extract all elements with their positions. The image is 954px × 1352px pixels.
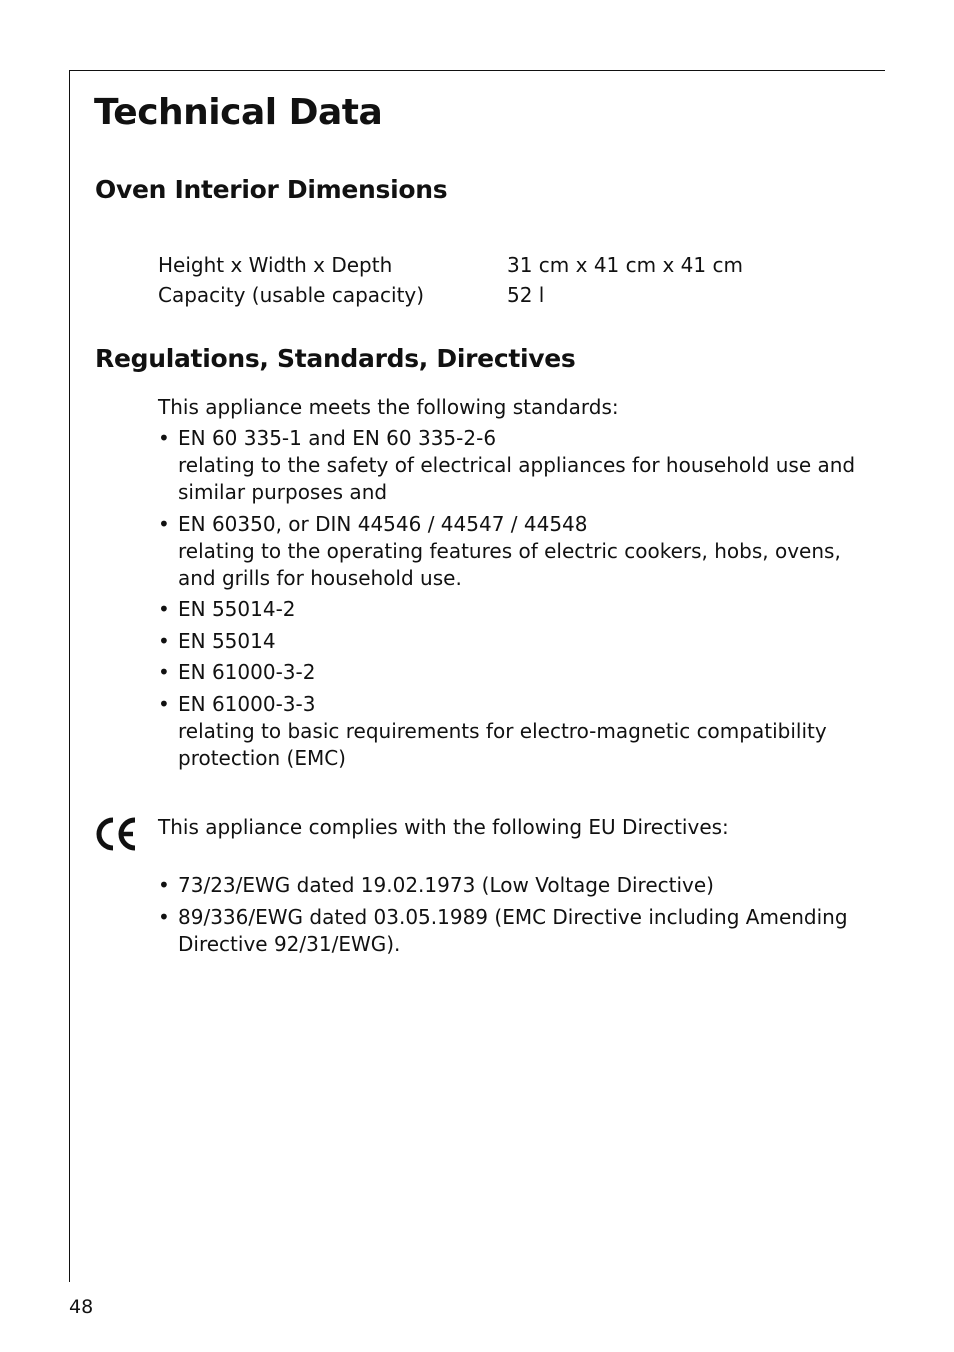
bullet-icon: • [158, 873, 170, 897]
bullet-icon: • [158, 629, 170, 653]
standard-list-item [158, 596, 858, 623]
capacity-label: Capacity (usable capacity) [158, 283, 425, 307]
capacity-value: 52 l [507, 283, 545, 307]
dimension-value: 31 cm x 41 cm x 41 cm [507, 253, 743, 277]
standard-list-item [158, 425, 858, 506]
directive-text: 73/23/EWG dated 19.02.1973 (Low Voltage Directive) [178, 873, 714, 897]
left-margin-rule [69, 70, 70, 1282]
page-title: Technical Data [94, 92, 383, 133]
ce-mark-icon [93, 814, 137, 854]
bullet-icon: • [158, 597, 170, 621]
directive-list-item [158, 904, 858, 958]
bullet-icon: • [158, 692, 170, 716]
directive-text: Directive 92/31/EWG). [178, 932, 401, 956]
directive-list-item [158, 872, 858, 899]
standard-code: EN 61000-3-2 [178, 660, 316, 684]
regulations-heading: Regulations, Standards, Directives [95, 344, 576, 373]
standard-code: EN 55014-2 [178, 597, 296, 621]
page-number: 48 [69, 1296, 94, 1318]
bullet-icon: • [158, 905, 170, 929]
standard-list-item [158, 659, 858, 686]
dimension-label: Height x Width x Depth [158, 253, 393, 277]
top-rule [69, 70, 885, 71]
standard-description: and grills for household use. [178, 566, 462, 590]
standard-description: protection (EMC) [178, 746, 346, 770]
standard-code: EN 55014 [178, 629, 276, 653]
standard-code: EN 60 335-1 and EN 60 335-2-6 [178, 426, 497, 450]
directive-text: 89/336/EWG dated 03.05.1989 (EMC Directive including Amending [178, 905, 848, 929]
standard-description: similar purposes and [178, 480, 388, 504]
bullet-icon: • [158, 512, 170, 536]
standard-code: EN 61000-3-3 [178, 692, 316, 716]
bullet-icon: • [158, 660, 170, 684]
directives-intro: This appliance complies with the following EU Directives: [158, 815, 729, 839]
standard-list-item [158, 628, 858, 655]
standard-description: relating to the safety of electrical appliances for household use and [178, 453, 856, 477]
standard-description: relating to the operating features of electric cookers, hobs, ovens, [178, 539, 841, 563]
standard-list-item [158, 511, 858, 592]
standards-intro: This appliance meets the following standards: [158, 395, 619, 419]
bullet-icon: • [158, 426, 170, 450]
oven-dimensions-heading: Oven Interior Dimensions [95, 175, 448, 204]
standard-list-item [158, 691, 858, 772]
standard-code: EN 60350, or DIN 44546 / 44547 / 44548 [178, 512, 588, 536]
standard-description: relating to basic requirements for electro-magnetic compatibility [178, 719, 827, 743]
